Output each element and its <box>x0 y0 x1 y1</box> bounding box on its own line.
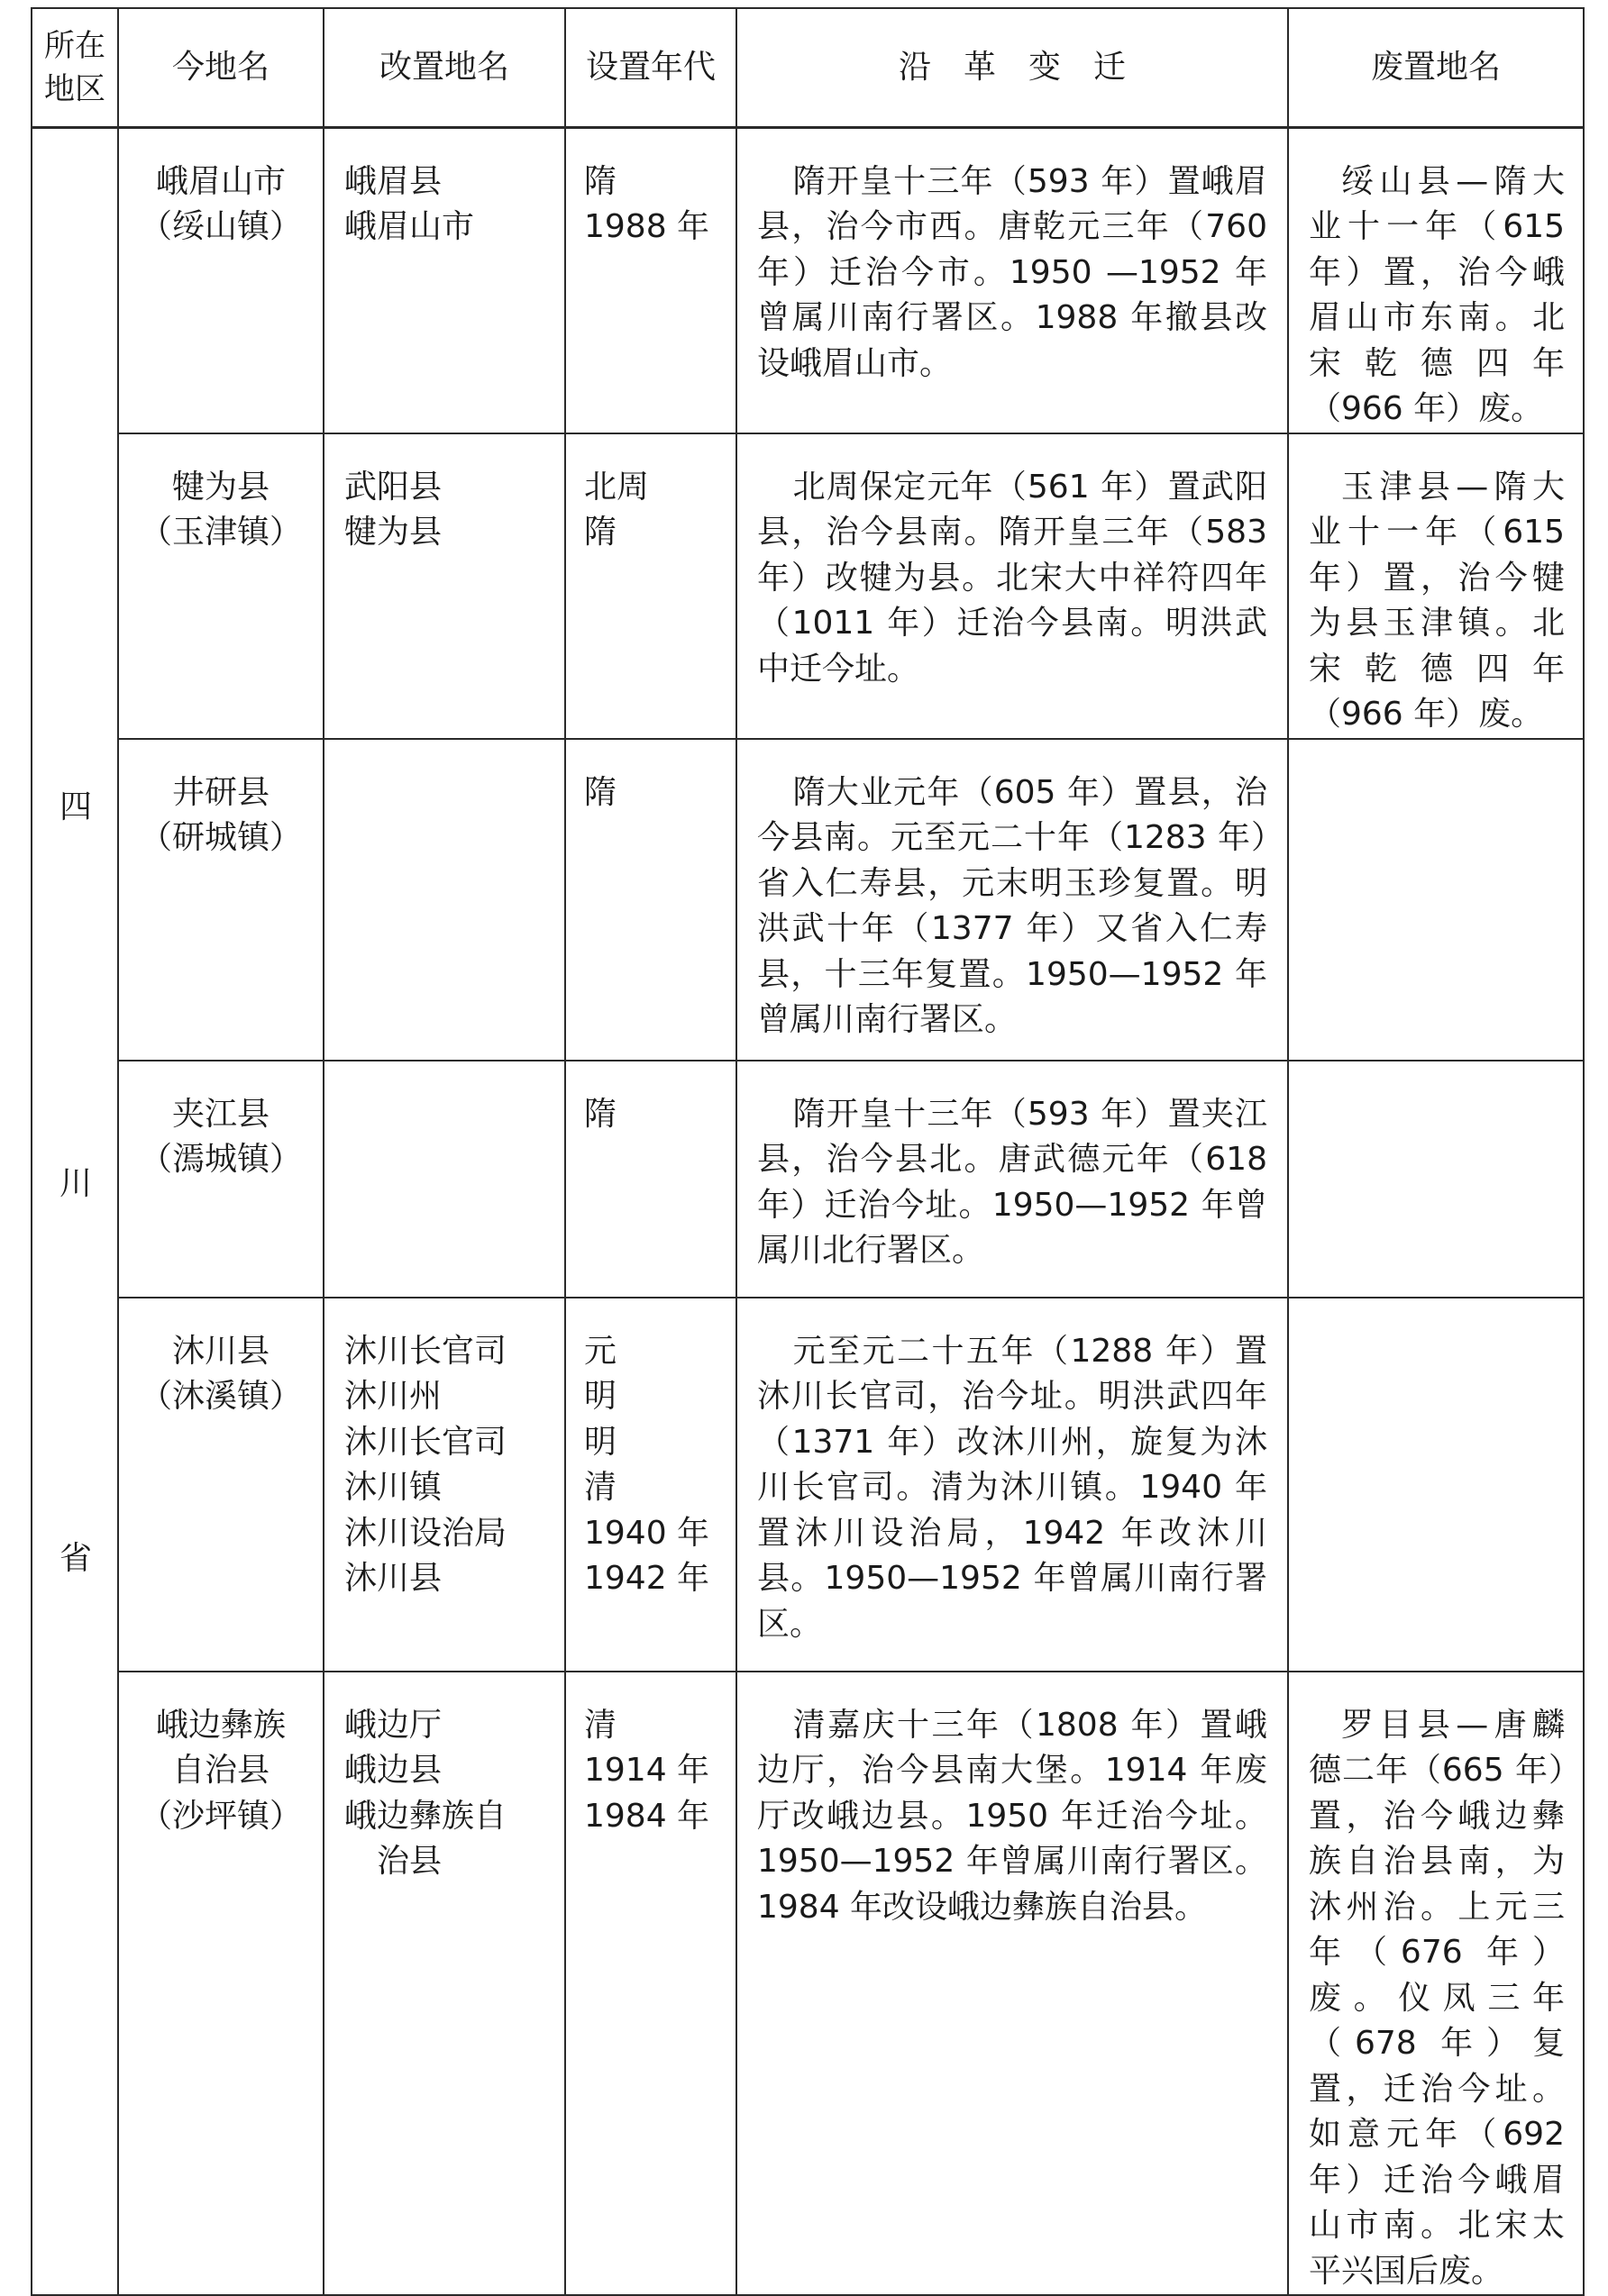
era-cell: 隋 <box>565 739 736 1061</box>
history-cell <box>736 127 1288 433</box>
era-cell: 清 1914 年 1984 年 <box>565 1672 736 2296</box>
history-text: 北周保定元年（561 年）置武阳县，治今县南。隋开皇三年（583 年）改犍为县。北宋大中祥符四年（1011 年）迁治今县南。明洪武中迁今址。 <box>757 468 1267 688</box>
era-cell: 元 明 明 清 1940 年 1942 年 <box>565 1298 736 1672</box>
table-row <box>32 1061 1584 1298</box>
history-cell <box>736 1298 1288 1672</box>
renamed-cell: 武阳县 犍为县 <box>324 433 565 739</box>
header-abolished: 废置地名 <box>1288 8 1584 127</box>
renamed-cell: 沐川长官司 沐川州 沐川长官司 沐川镇 沐川设治局 沐川县 <box>324 1298 565 1672</box>
era-cell: 隋 1988 年 <box>565 127 736 433</box>
history-text: 隋开皇十三年（593 年）置夹江县，治今县北。唐武德元年（618 年）迁治今址。1950—1952 年曾属川北行署区。 <box>757 1095 1267 1269</box>
renamed-cell: 峨眉县 峨眉山市 <box>324 127 565 433</box>
abolished-cell <box>1288 1298 1584 1672</box>
table-row <box>32 739 1584 1061</box>
history-cell <box>736 739 1288 1061</box>
current-name-cell: 井研县 （研城镇） <box>118 739 324 1061</box>
header-history: 沿 革 变 迁 <box>736 8 1288 127</box>
history-text: 清嘉庆十三年（1808 年）置峨边厅，治今县南大堡。1914 年废厅改峨边县。1950 年迁治今址。1950—1952 年曾属川南行署区。1984 年改设峨边彝族自治县。 <box>757 1706 1267 1926</box>
header-region: 所在 地区 <box>32 8 118 127</box>
history-cell <box>736 1061 1288 1298</box>
region-cell <box>32 127 118 2295</box>
current-name-cell: 峨眉山市 （绥山镇） <box>118 127 324 433</box>
header-renamed: 改置地名 <box>324 8 565 127</box>
renamed-cell <box>324 739 565 1061</box>
current-name-cell: 犍为县 （玉津镇） <box>118 433 324 739</box>
renamed-cell: 峨边厅 峨边县 峨边彝族自 治县 <box>324 1672 565 2296</box>
abolished-cell <box>1288 1672 1584 2296</box>
history-text: 元至元二十五年（1288 年）置沐川长官司，治今址。明洪武四年（1371 年）改沐川州，旋复为沐川长官司。清为沐川镇。1940 年置沐川设治局，1942 年改沐川县。1950—1952 年曾属川南行署区。 <box>757 1332 1267 1643</box>
table-row <box>32 1298 1584 1672</box>
header-row <box>32 8 1584 127</box>
history-cell <box>736 433 1288 739</box>
table-row <box>32 433 1584 739</box>
current-name-cell: 沐川县 （沐溪镇） <box>118 1298 324 1672</box>
abolished-cell <box>1288 127 1584 433</box>
abolished-text: 罗目县—唐麟德二年（665 年）置，治今峨边彝族自治县南，为沐州治。上元三年（676 年）废。仪凤三年（678 年）复置，迁治今址。如意元年（692 年）迁治今峨眉山市南。北宋太平兴国后废。 <box>1309 1706 1565 2290</box>
abolished-text: 玉津县—隋大业十一年（615 年）置，治今犍为县玉津镇。北宋乾德四年（966 年）废。 <box>1309 468 1565 733</box>
region-char: 川 <box>59 1164 92 1202</box>
era-cell: 隋 <box>565 1061 736 1298</box>
header-current-name: 今地名 <box>118 8 324 127</box>
history-text: 隋大业元年（605 年）置县，治今县南。元至元二十年（1283 年）省入仁寿县，元末明玉珍复置。明洪武十年（1377 年）又省入仁寿县，十三年复置。1950—1952 年曾属川南行署区。 <box>757 773 1267 1038</box>
current-name-cell: 夹江县 （漹城镇） <box>118 1061 324 1298</box>
abolished-cell <box>1288 433 1584 739</box>
era-cell: 北周 隋 <box>565 433 736 739</box>
renamed-cell <box>324 1061 565 1298</box>
region-char: 省 <box>59 1539 92 1577</box>
table-row <box>32 127 1584 433</box>
abolished-text: 绥山县—隋大业十一年（615 年）置，治今峨眉山市东南。北宋乾德四年（966 年）废。 <box>1309 162 1565 427</box>
history-cell <box>736 1672 1288 2296</box>
current-name-cell: 峨边彝族 自治县 （沙坪镇） <box>118 1672 324 2296</box>
region-char: 四 <box>59 788 92 825</box>
gazetteer-table <box>31 7 1585 2296</box>
history-text: 隋开皇十三年（593 年）置峨眉县，治今市西。唐乾元三年（760 年）迁治今市。1950 —1952 年曾属川南行署区。1988 年撤县改设峨眉山市。 <box>757 162 1267 382</box>
table-row <box>32 1672 1584 2296</box>
header-era: 设置年代 <box>565 8 736 127</box>
abolished-cell <box>1288 739 1584 1061</box>
abolished-cell <box>1288 1061 1584 1298</box>
